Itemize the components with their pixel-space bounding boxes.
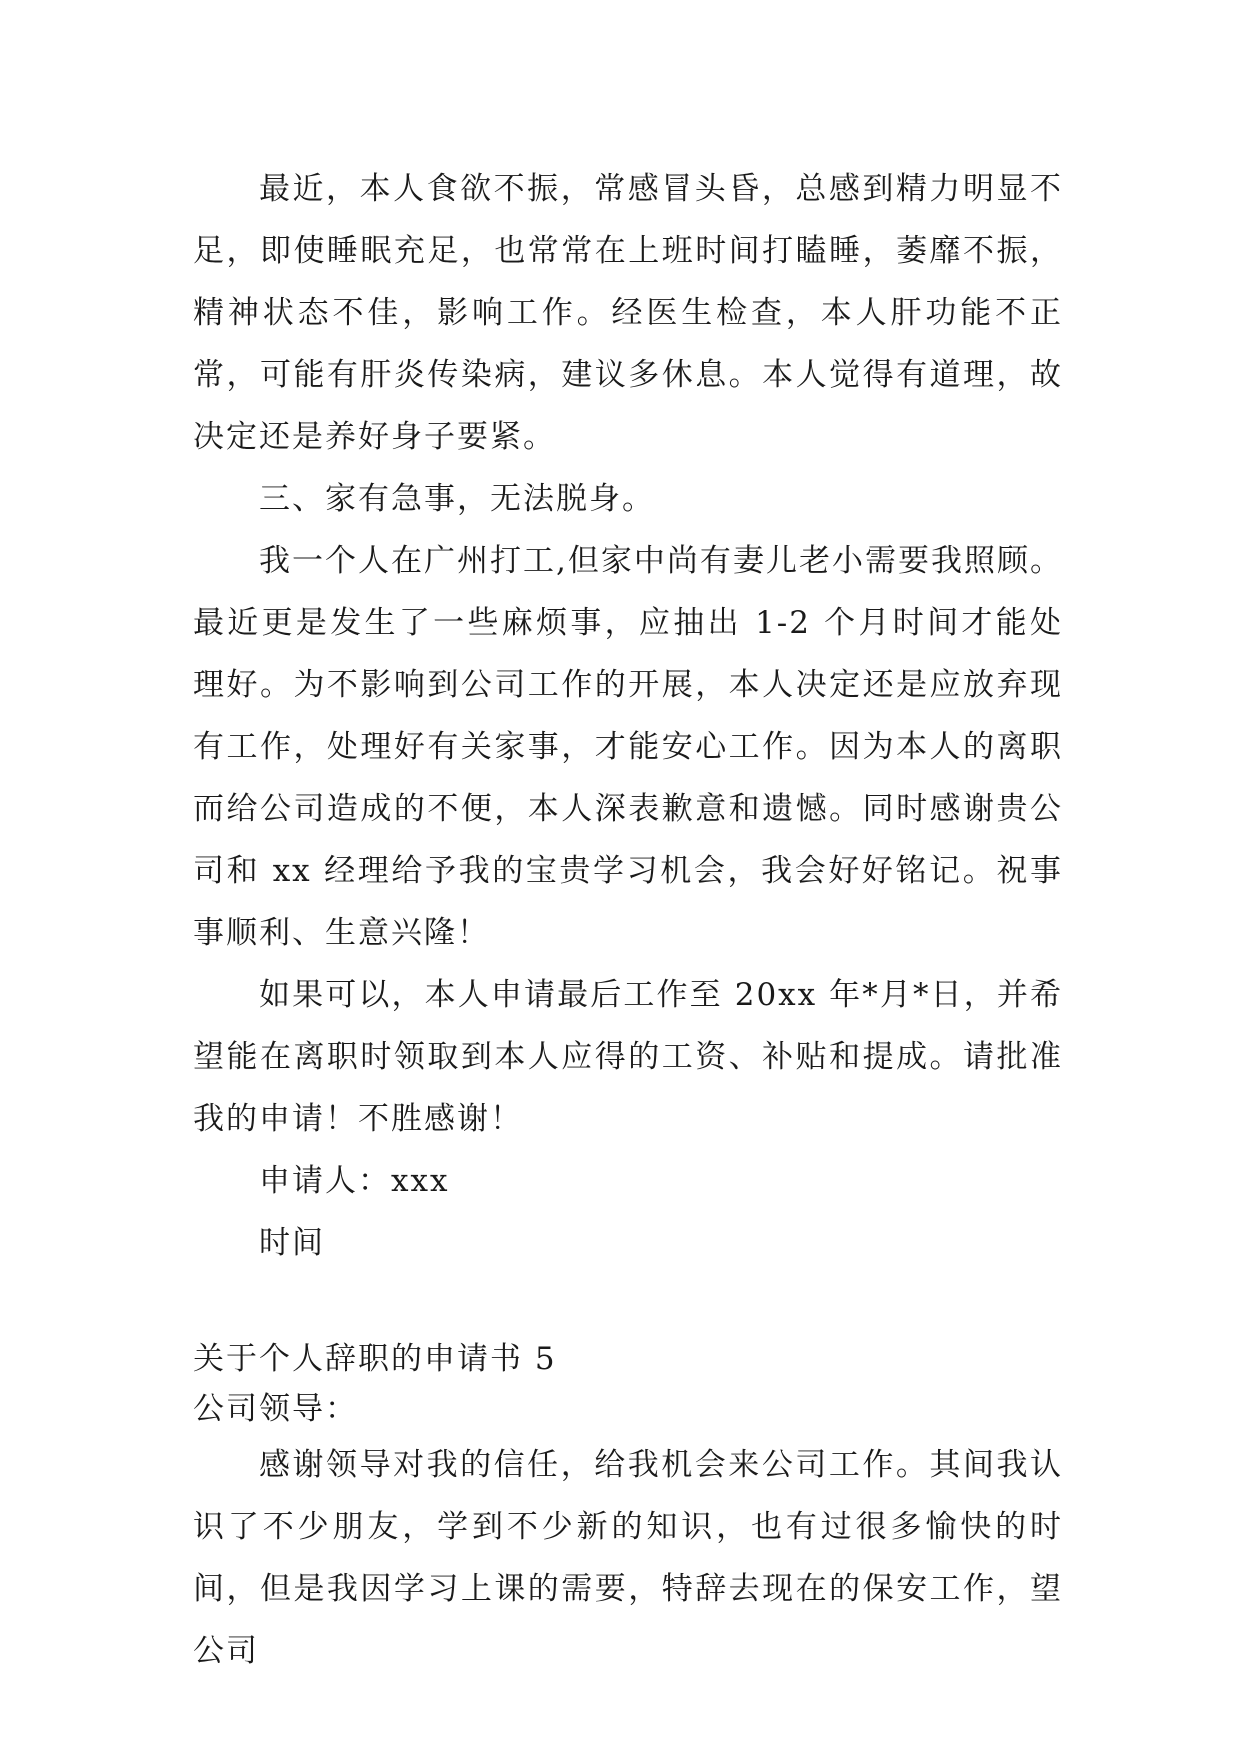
section-spacer [193,1274,1063,1334]
paragraph-family: 我一个人在广州打工,但家中尚有妻儿老小需要我照顾。最近更是发生了一些麻烦事，应抽出 1-2 个月时间才能处理好。为不影响到公司工作的开展，本人决定还是应放弃现有工作，处理好有关家事，才能安心工作。因为本人的离职而给公司造成的不便，本人深表歉意和遗憾。同时感谢贵公司和 xx 经理给予我的宝贵学习机会，我会好好铭记。祝事事顺利、生意兴隆！ [193,543,1063,951]
salutation: 公司领导： [193,1391,358,1427]
document-body [193,158,1063,1682]
paragraph-health: 最近，本人食欲不振，常感冒头昏，总感到精力明显不足，即使睡眠充足，也常常在上班时间打瞌睡，萎靡不振，精神状态不佳，影响工作。经医生检查，本人肝功能不正常，可能有肝炎传染病，建议多休息。本人觉得有道理，故决定还是养好身子要紧。 [193,171,1063,455]
section-title: 关于个人辞职的申请书 5 [193,1341,557,1377]
paragraph-thanks: 感谢领导对我的信任，给我机会来公司工作。其间我认识了不少朋友，学到不少新的知识，也有过很多愉快的时间，但是我因学习上课的需要，特辞去现在的保安工作，望公司 [193,1447,1063,1669]
section-heading-family: 三、家有急事，无法脱身。 [259,481,655,517]
time-line: 时间 [259,1225,325,1261]
paragraph-request: 如果可以，本人申请最后工作至 20xx 年*月*日，并希望能在离职时领取到本人应得的工资、补贴和提成。请批准我的申请！不胜感谢！ [193,977,1063,1137]
applicant-line: 申请人：xxx [259,1163,450,1199]
